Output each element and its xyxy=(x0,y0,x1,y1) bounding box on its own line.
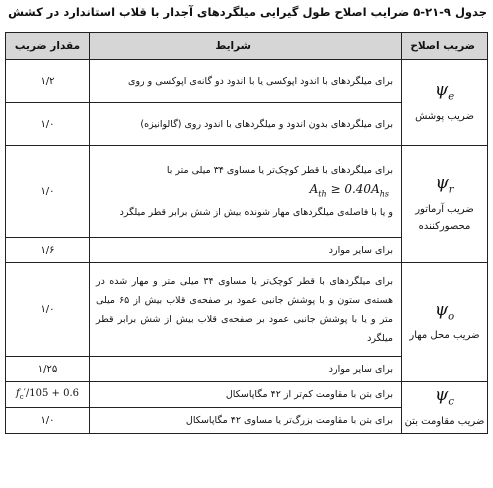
value-cell: ۱/۲ xyxy=(6,60,90,103)
condition-cell: برای سایر موارد xyxy=(90,357,402,382)
table-row xyxy=(6,146,488,238)
value-cell: ۱/۰ xyxy=(6,263,90,357)
value-cell: ۱/۲۵ xyxy=(6,357,90,382)
factor-symbol: $\psi_e$ xyxy=(434,80,455,103)
factor-strength xyxy=(402,382,488,434)
value-cell: ۱/۰ xyxy=(6,103,90,146)
factor-symbol: $\psi_c$ xyxy=(435,385,454,408)
header-value: مقدار ضریب xyxy=(6,33,90,60)
area-inequality: $A_{th} \ge 0.40A_{hs}$ xyxy=(309,181,389,199)
value-cell xyxy=(6,382,90,408)
factor-name: ضریب آرماتور محصورکننده xyxy=(415,203,474,232)
condition-cell xyxy=(90,146,402,238)
value-cell: ۱/۶ xyxy=(6,238,90,263)
table-row xyxy=(6,60,488,103)
header-condition: شرایط xyxy=(90,33,402,60)
condition-cell: برای بتن با مقاومت بزرگ‌تر یا مساوی ۴۲ مگاپاسکال xyxy=(90,408,402,434)
condition-text: برای میلگردهای با قطر کوچک‌تر یا مساوی ۳۴ میلی متر با xyxy=(166,164,393,176)
condition-cell: برای میلگردهای با اندود اپوکسی یا با اندود دو گانه‌ی اپوکسی و روی xyxy=(90,60,402,103)
condition-cell: برای میلگردهای بدون اندود و میلگردهای با اندود روی (گالوانیزه) xyxy=(90,103,402,146)
factor-name: ضریب محل مهار xyxy=(409,330,480,342)
factor-name: ضریب مقاومت بتن xyxy=(404,415,485,427)
table-row xyxy=(6,263,488,357)
condition-cell: برای بتن با مقاومت کم‌تر از ۴۲ مگاپاسکال xyxy=(90,382,402,408)
factor-symbol: $\psi_r$ xyxy=(435,173,454,196)
condition-text: و یا با فاصله‌ی میلگردهای مهار شونده بیش از شش برابر قطر میلگرد xyxy=(119,207,393,219)
header-factor: ضریب اصلاح xyxy=(402,33,488,60)
value-cell: ۱/۰ xyxy=(6,408,90,434)
factor-symbol: $\psi_o$ xyxy=(434,299,455,323)
strength-formula: $f_c'/105 + 0.6$ xyxy=(16,388,79,401)
table-row xyxy=(6,382,488,408)
table-title: جدول ۹-۲۱-۵ ضرایب اصلاح طول گیرایی میلگردهای آجدار با قلاب استاندارد در کشش xyxy=(8,5,487,19)
condition-cell: برای میلگردهای با قطر کوچک‌تر یا مساوی ۳۴ میلی متر و مهار شده در هسته‌ی ستون و با پوشش جانبی عمود بر صفحه‌ی قلاب بیش از ۶۵ میلی متر و یا با پوشش جانبی عمود بر صفحه‌ی قلاب بیش از شش برابر قطر میلگرد xyxy=(90,263,402,357)
factor-location xyxy=(402,263,488,382)
factor-confinement xyxy=(402,146,488,263)
condition-cell: برای سایر موارد xyxy=(90,238,402,263)
modification-factors-table xyxy=(5,32,488,434)
value-cell: ۱/۰ xyxy=(6,146,90,238)
factor-coating xyxy=(402,60,488,146)
header-row xyxy=(6,33,488,60)
factor-name: ضریب پوشش xyxy=(415,110,474,122)
